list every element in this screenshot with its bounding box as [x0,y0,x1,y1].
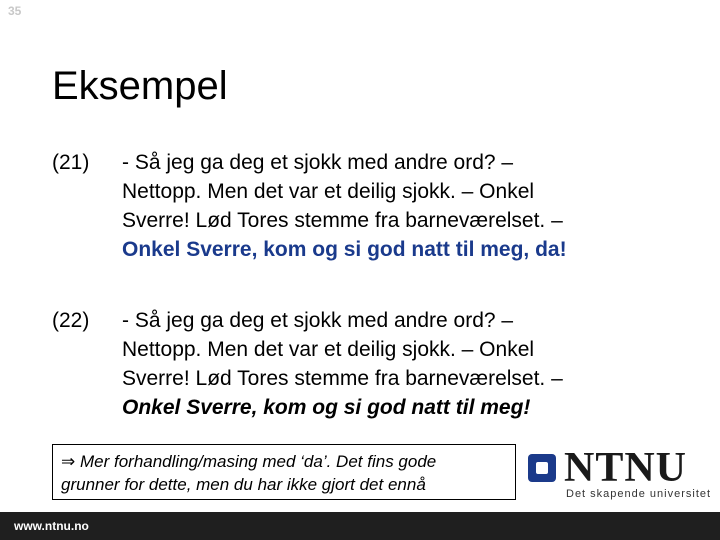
logo-wordmark: NTNU [564,445,688,491]
example-number: (22) [52,309,90,332]
ntnu-logo [528,445,712,504]
example-line: - Så jeg ga deg et sjokk med andre ord? – [122,309,514,332]
footer-url: www.ntnu.no [14,519,89,533]
example-line: Nettopp. Men det var et deilig sjokk. – Onkel [122,338,535,361]
note-line [61,450,507,473]
example-text [122,306,682,422]
example-text [122,148,682,264]
example-line: Nettopp. Men det var et deilig sjokk. – Onkel [122,180,535,203]
example-line: - Så jeg ga deg et sjokk med andre ord? – [122,151,514,174]
note-text: Mer forhandling/masing med ‘da’. Det fins gode [79,452,437,471]
ntnu-logo-mark-icon [528,454,556,482]
slide-number: 35 [8,4,22,18]
example-line: Sverre! Lød Tores stemme fra barneværelset. – [122,209,563,232]
example-number: (21) [52,151,90,174]
example-line: Sverre! Lød Tores stemme fra barneværelset. – [122,367,563,390]
note-line: grunner for dette, men du har ikke gjort det ennå [61,475,426,494]
footer-bar [0,512,720,540]
example-highlight: Onkel Sverre, kom og si god natt til meg, da! [122,238,567,261]
logo-tagline: Det skapende universitet [566,488,712,500]
slide-title: Eksempel [52,64,228,108]
note-box [52,444,516,500]
implies-arrow-icon: ⇒ [61,452,76,471]
example-highlight: Onkel Sverre, kom og si god natt til meg! [122,396,531,419]
